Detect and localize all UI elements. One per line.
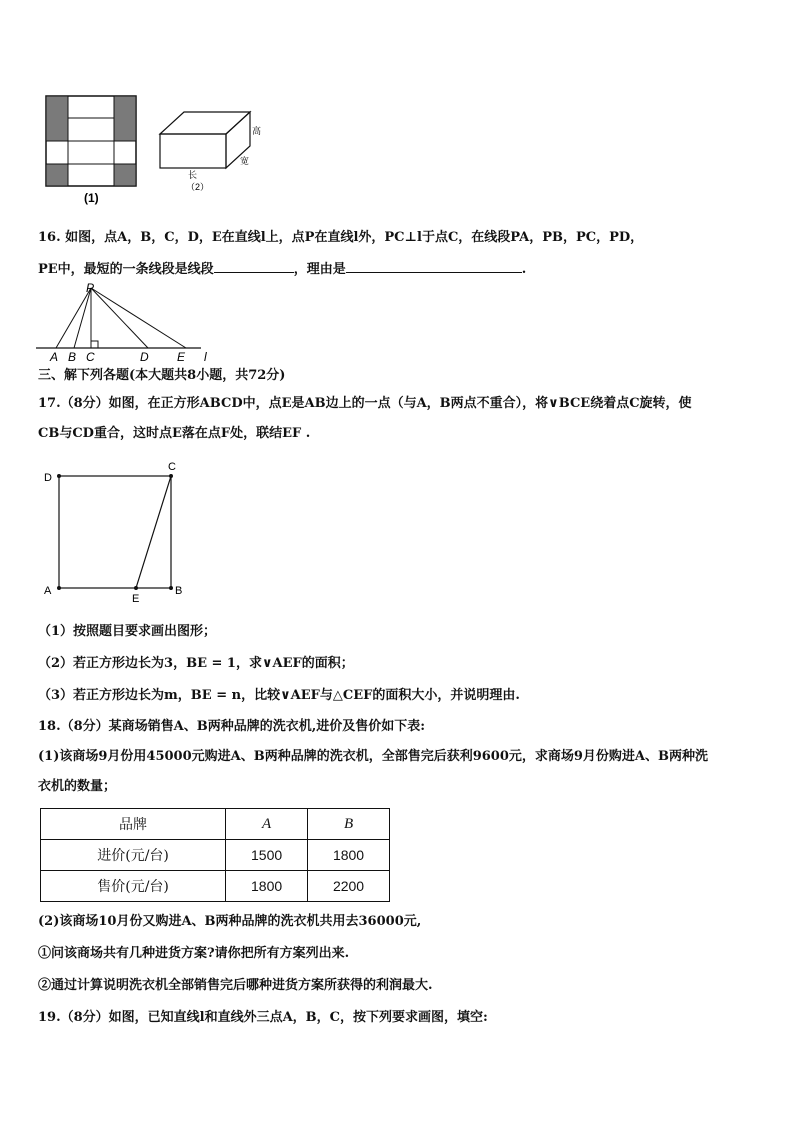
table-cell: 1800 (226, 871, 308, 902)
vertex-c-label: C (168, 461, 176, 473)
q17-sub1: （1）按照题目要求画出图形； (38, 624, 217, 639)
table-cell: 1500 (226, 840, 308, 871)
vertex-a-label: A (44, 585, 52, 597)
q18-p2ii: ②通过计算说明洗衣机全部销售完后哪种进货方案所获得的利润最大. (38, 978, 433, 993)
table-header-cell: B (308, 809, 390, 840)
point-b-label: B (68, 350, 77, 364)
table-row (41, 840, 390, 871)
q16-line1: 16. 如图，点A，B，C，D，E在直线l上，点P在直线l外，PC⊥l于点C，在线段PA，PB，PC，PD， (38, 230, 644, 245)
length-label: 长 (188, 170, 198, 180)
table-cell: 1800 (308, 840, 390, 871)
table-cell: 售价(元/台) (41, 871, 226, 902)
point-e-label: E (177, 350, 186, 364)
table-header-row (41, 809, 390, 840)
table-header-cell: 品牌 (41, 809, 226, 840)
section-heading: 三、解下列各题(本大题共8小题，共72分) (38, 368, 286, 383)
answer-blank-reason[interactable] (346, 258, 522, 273)
height-label: 高 (252, 126, 262, 136)
table-cell: 2200 (308, 871, 390, 902)
line-l-label: l (204, 350, 207, 364)
width-label: 宽 (240, 156, 250, 166)
q16-line2 (38, 258, 526, 280)
fig1-label: (1) (84, 191, 99, 205)
q17-sub3: （3）若正方形边长为m，BE = n，比较∨AEF与△CEF的面积大小，并说明理由. (38, 688, 520, 703)
table-row (41, 871, 390, 902)
net-figure-1 (44, 94, 140, 206)
q17-square-figure (40, 458, 190, 606)
q18-p1a: (1)该商场9月份用45000元购进A、B两种品牌的洗衣机，全部售完后获利9600元，求商场9月份购进A、B两种洗 (38, 749, 708, 764)
q18-line1: 18.（8分）某商场销售A、B两种品牌的洗衣机,进价及售价如下表: (38, 719, 426, 734)
point-d-label: D (140, 350, 149, 364)
vertex-b-label: B (175, 585, 183, 597)
q18-p2: (2)该商场10月份又购进A、B两种品牌的洗衣机共用去36000元, (38, 914, 422, 929)
point-a-label: A (50, 350, 59, 364)
answer-blank-segment[interactable] (214, 258, 294, 273)
table-cell: 进价(元/台) (41, 840, 226, 871)
table-header-cell: A (226, 809, 308, 840)
q16-text-c: . (521, 262, 527, 277)
q17-sub2: （2）若正方形边长为3，BE = 1，求∨AEF的面积； (38, 656, 354, 671)
vertex-d-label: D (44, 472, 52, 484)
point-c-label: C (86, 350, 95, 364)
q19-line1: 19.（8分）如图，已知直线l和直线外三点A，B，C，按下列要求画图，填空: (38, 1010, 488, 1025)
box-figure-2 (158, 108, 268, 196)
q16-text-a: PE中，最短的一条线段是线段 (38, 262, 214, 277)
price-table (40, 808, 390, 902)
point-p-label: P (86, 281, 95, 295)
q16-text-b: ，理由是 (293, 262, 346, 277)
q16-figure (36, 280, 226, 366)
q17-line2: CB与CD重合，这时点E落在点F处，联结EF . (38, 426, 311, 441)
fig2-label: （2） (186, 182, 210, 192)
q17-line1: 17.（8分）如图，在正方形ABCD中，点E是AB边上的一点（与A，B两点不重合），将∨BCE绕着点C旋转，使 (38, 396, 692, 411)
q18-p1b: 衣机的数量； (38, 779, 117, 794)
point-e-label: E (132, 593, 140, 605)
q18-p2i: ①问该商场共有几种进货方案?请你把所有方案列出来. (38, 946, 350, 961)
